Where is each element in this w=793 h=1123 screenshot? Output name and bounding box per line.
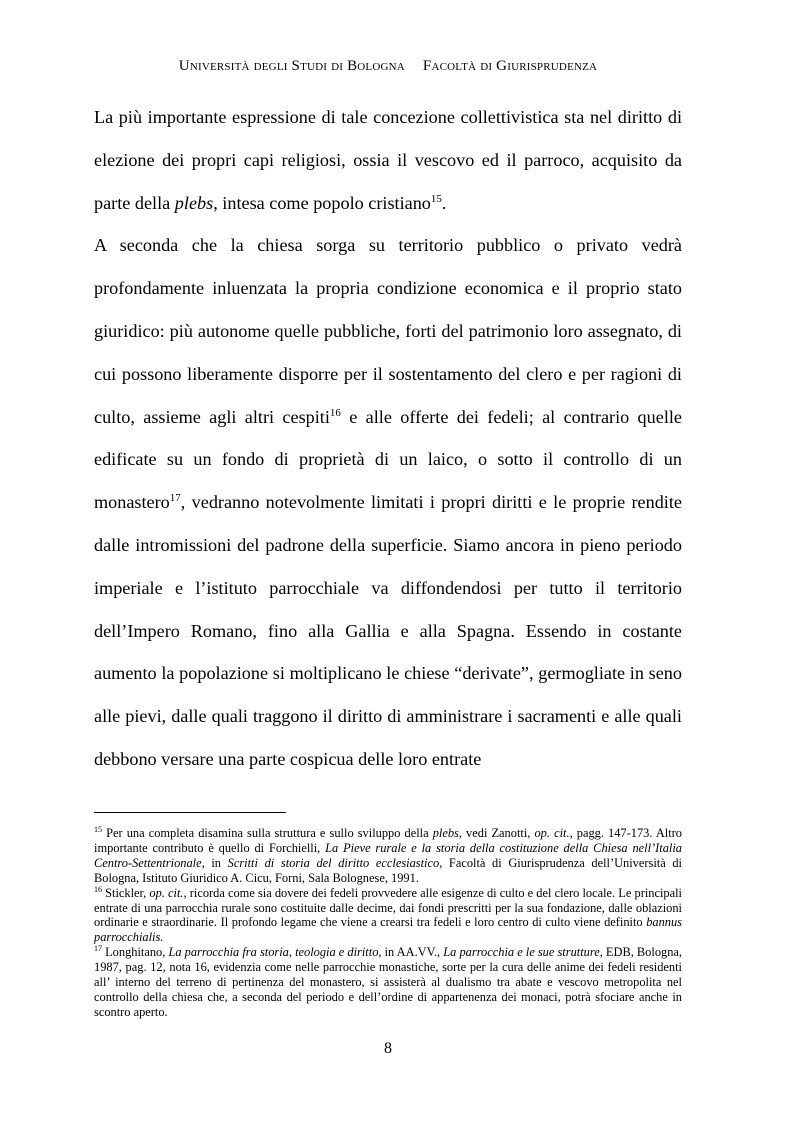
footnotes — [94, 826, 682, 1020]
term-plebs: plebs — [174, 192, 214, 213]
footnote-ref-16[interactable]: 16 — [329, 406, 341, 419]
footnote-15: $^{15}$ Per una completa disamina sulla struttura e sullo sviluppo della plebs, vedi Zanotti, op. cit., pagg. 147-173. Altro importante contributo è quello di Forchielli, La Pieve rurale e la storia della costituzione della Chiesa nell’Italia Centro-Settentrionale, in Scritti di storia del diritto ecclesiastico, Facoltà di Giurisprudenza dell’Università di Bologna, Istituto Giuridico A. Cicu, Forni, Sala Bolognese, 1991. — [94, 824, 683, 885]
running-header — [94, 58, 682, 75]
page-number: 8 — [384, 1040, 392, 1057]
header-faculty: Facoltà di Giurisprudenza — [422, 58, 598, 74]
footnote-ref-15[interactable]: 15 — [430, 192, 442, 205]
paragraph-1: La più importante espressione di tale concezione collettivistica sta nel diritto di elezione dei propri capi religiosi, ossia il vescovo ed il parroco, acquisito da parte della plebs, intesa come popolo cristiano$^{15}$. — [94, 107, 682, 213]
footnote-ref-17[interactable]: 17 — [169, 492, 181, 505]
header-university: Università degli Studi di Bologna — [178, 58, 405, 74]
main-text — [94, 96, 682, 781]
footnote-16: $^{16}$ Stickler, op. cit., ricorda come sia dovere dei fedeli provvedere alle esigenze di culto e del clero locale. Le principali entrate di una parrocchia rurale sono costituite dalle decime, dai fondi prescritti per la sua fondazione, dalle oblazioni ordinarie e straordinarie. Il profondo legame che viene a crearsi tra fedeli e loro centro di culto viene definito bannus parrocchialis. — [94, 884, 682, 945]
paragraph-2: A seconda che la chiesa sorga su territorio pubblico o privato vedrà profondamente inluenzata la propria condizione economica e il proprio stato giuridico: più autonome quelle pubbliche, forti del patrimonio loro assegnato, di cui possono liberamente disporre per il sostentamento del clero e per ragioni di culto, assieme agli altri cespiti$^{16}$ e alle offerte dei fedeli; al contrario quelle edificate su un fondo di proprietà di un laico, o sotto il controllo di un monastero$^{17}$, vedranno notevolmente limitati i propri diritti e le proprie rendite dalle intromissioni del padrone della superficie. Siamo ancora in pieno periodo imperiale e l’istituto parrocchiale va diffondendosi per tutto il territorio dell’Impero Romano, fino alla Gallia e alla Spagna. Essendo in costante aumento la popolazione si moltiplicano le chiese “derivate”, germogliate in seno alle pievi, dalle quali traggono il diritto di amministrare i sacramenti e alle quali debbono versare una parte cospicua delle loro entrate — [94, 235, 682, 769]
footnote-separator — [94, 812, 286, 813]
footnote-17: $^{17}$ Longhitano, La parrocchia fra storia, teologia e diritto, in AA.VV., La parrocchia e le sue strutture, EDB, Bologna, 1987, pag. 12, nota 16, evidenzia come nelle parrocchie monastiche, sorte per la cura delle anime dei fedeli residenti all’ interno del terreno di pertinenza del monastero, si assisterà al dualismo tra abate e vescovo metropolita nel controllo della chiesa che, a seconda del periodo e dell’ordine di appartenenza dei monaci, potrà sfociare anche in scontro aperto. — [94, 944, 683, 1019]
